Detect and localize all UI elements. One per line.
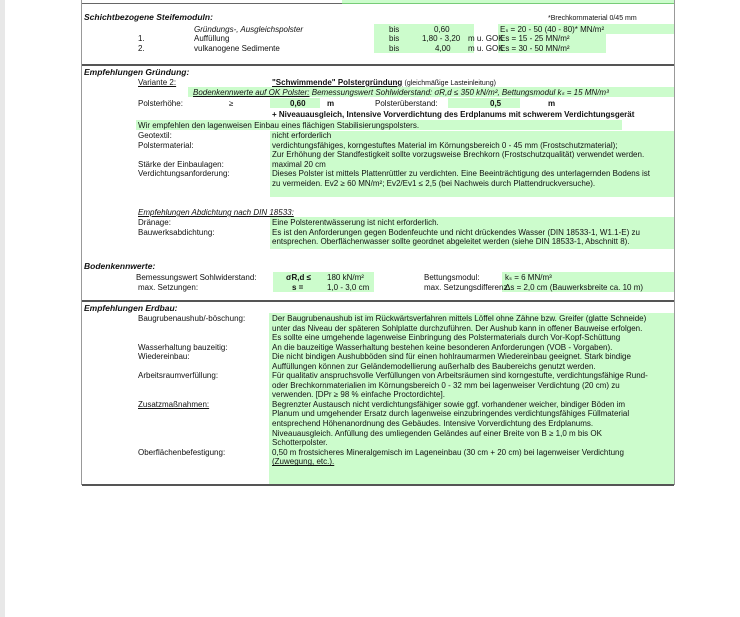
layer-name: Gründungs-, Ausgleichspolster [194,25,304,34]
section-title-steifemoduln: Schichtbezogene Steifemoduln: [84,12,213,22]
section-title-bodenkennwerte: Bodenkennwerte: [84,261,156,271]
abdichtung-title: Empfehlungen Abdichtung nach DIN 18533: [138,208,294,217]
setzungsdifferenz-value: Δs = 2,0 cm (Bauwerksbreite ca. 10 m) [505,283,644,292]
variante-label: Variante 2: [138,78,177,87]
layer-unit: m u. GOK [468,34,504,43]
section-title-gruendung: Empfehlungen Gründung: [84,67,190,77]
layer-bis: bis [389,34,400,43]
setzungen-label: max. Setzungen: [138,283,199,292]
footnote-brechkorn: *Brechkornmaterial 0/45 mm [548,15,637,22]
ueberstand-value: 0,5 [490,99,502,108]
erdbau-labels: Baugrubenaushub/-böschung: Wasserhaltung bauzeitig: Wiedereinbau: Arbeitsraumverfüllung: Zusatzmaßnahmen: Oberflächenbefestigung: [138,314,246,457]
sohlwiderstand-value: 180 kN/m² [327,273,364,282]
polsterhoehe-op: ≥ [229,99,234,108]
empfehlung-text: Wir empfehlen den lagenweisen Einbau eines flächigen Stabilisierungspolsters. [138,121,420,130]
gruendung-values: nicht erforderlich verdichtungsfähiges, korngestuftes Material im Körnungsbereich 0 - 45 mm (Frostschutzmaterial); Zur Erhöhung der Standfestigkeit sollte vorzugsweise Brechkorn (Frostschutzqualität) verwendet werden. maximal 20 cm Dieses Polster ist mittels Plattenrüttler zu verdichten. Eine Beeinträchtigung des unterlagernden Bodens ist zu vermeiden. Ev2 ≥ 60 MN/m²; Ev2/Ev1 ≤ 2,5 (bei Nachweis durch Plattendruckversuche). [272,131,650,188]
abdichtung-values: Eine Polsterentwässerung ist nicht erforderlich. Es ist den Anforderungen gegen Bodenfeuchte und nicht drückendes Wasser (DIN 18533-1, W1.1-E) zu entsprechen. Oberflächenwasser sollte geordnet abgeleitet werden (siehe DIN 18533-1, Abschnitt 8). [272,218,640,247]
polsterhoehe-unit: m [327,99,335,108]
polsterhoehe-label: Polsterhöhe: [138,99,183,108]
niveauausgleich-note: + Niveauausgleich, Intensive Vorverdichtung des Erdplanums mit schwerem Verdichtungsgerät [272,110,635,119]
section-divider-bottom [82,484,674,486]
sohlwiderstand-symbol: σR,d ≤ [286,273,311,282]
abdichtung-labels: Dränage: Bauwerksabdichtung: [138,218,215,237]
layer-bis: bis [389,25,400,34]
layer-depth: 4,00 [435,44,451,53]
layer-depth: 1,80 - 3,20 [422,34,461,43]
layer-name: vulkanogene Sedimente [194,44,280,53]
layer-bis: bis [389,44,400,53]
bettungsmodul-value: kₛ = 6 MN/m³ [505,273,552,282]
layer-name: Auffüllung [194,34,230,43]
ueberstand-unit: m [548,99,556,108]
project-header-strip [82,0,674,4]
layer-modul: Es = 15 - 25 MN/m² [500,34,570,43]
kennwerte-polster: Bodenkennwerte auf OK Polster: Bemessungswert Sohlwiderstand: σR,d ≤ 350 kN/m², Bettungsmodul kₛ = 15 MN/m³ [193,88,609,97]
layer-modul: Eₛ = 20 - 50 (40 - 80)* MN/m² [500,25,605,34]
erdbau-values: Der Baugrubenaushub ist im Rückwärtsverfahren mittels Löffel ohne Zähne bzw. Greifer (glatte Schneide) unter das Niveau der späteren Sohlplatte durchzuführen. Der Aushub kann in offener Bauweise erfolgen. Es sollte eine umgehende lagenweise Einbringung des Polstermaterials durch Vor-Kopf-Schüttung An die bauzeitige Wasserhaltung bestehen keine besonderen Anforderungen (VOB - Vorgaben). Die nicht bindigen Aushubböden sind für einen hohlraumarmen Wiedereinbau geeignet. Stark bindige Auffüllungen können zur Geländemodellierung außerhalb des Baubereichs genutzt werden. Für qualitativ anspruchsvolle Verfüllungen von Arbeitsräumen sind korngestufte, verdichtungsfähige Rund- oder Brechkornmaterialien im Körnungsbereich 0 - 32 mm bei lagenweiser Verdichtung (20 cm) zu verwenden. [DPr ≥ 98 % einfache Proctordichte]. Begrenzter Austausch nicht verdichtungsfähiger sowie ggf. vorhandener weicher, bindiger Böden im Planum und umgehender Ersatz durch lagenweise einzubringendes verdichtungsfähiges Füllmaterial entsprechend Höhenanordnung des Gebäudes. Intensive Vorverdichtung des Erdplanums. Niveauausgleich. Anfüllung des umliegenden Geländes auf einer Breite von B ≥ 1,0 m bis OK Schotterpolster. 0,50 m frostsicheres Mineralgemisch im Lageneinbau (30 cm + 20 cm) bei lagenweiser Verdichtung (Zuwegung, etc.). [272,314,648,467]
setzungen-symbol: s = [292,283,304,292]
setzungen-value: 1,0 - 3,0 cm [327,283,370,292]
document-page [5,0,740,617]
report-sheet [81,0,675,485]
layer-modul: Es = 30 - 50 MN/m² [500,44,570,53]
setzungsdifferenz-label: max. Setzungsdifferenz: [424,283,510,292]
layer-depth: 0,60 [434,25,450,34]
layer-num: 1. [138,34,145,43]
ueberstand-label: Polsterüberstand: [375,99,438,108]
layer-unit: m u. GOK [468,44,504,53]
gruendung-labels: Geotextil: Polstermaterial: Stärke der Einbaulagen: Verdichtungsanforderung: [138,131,230,179]
sohlwiderstand-label: Bemessungswert Sohlwiderstand: [136,273,257,282]
polsterhoehe-value: 0,60 [290,99,306,108]
section-title-erdbau: Empfehlungen Erdbau: [84,303,178,313]
section-divider [82,64,674,66]
bettungsmodul-label: Bettungsmodul: [424,273,480,282]
variante-title: "Schwimmende" Polstergründung (gleichmäßige Lasteinleitung) [272,78,496,87]
layer-num: 2. [138,44,145,53]
section-divider [82,300,674,302]
